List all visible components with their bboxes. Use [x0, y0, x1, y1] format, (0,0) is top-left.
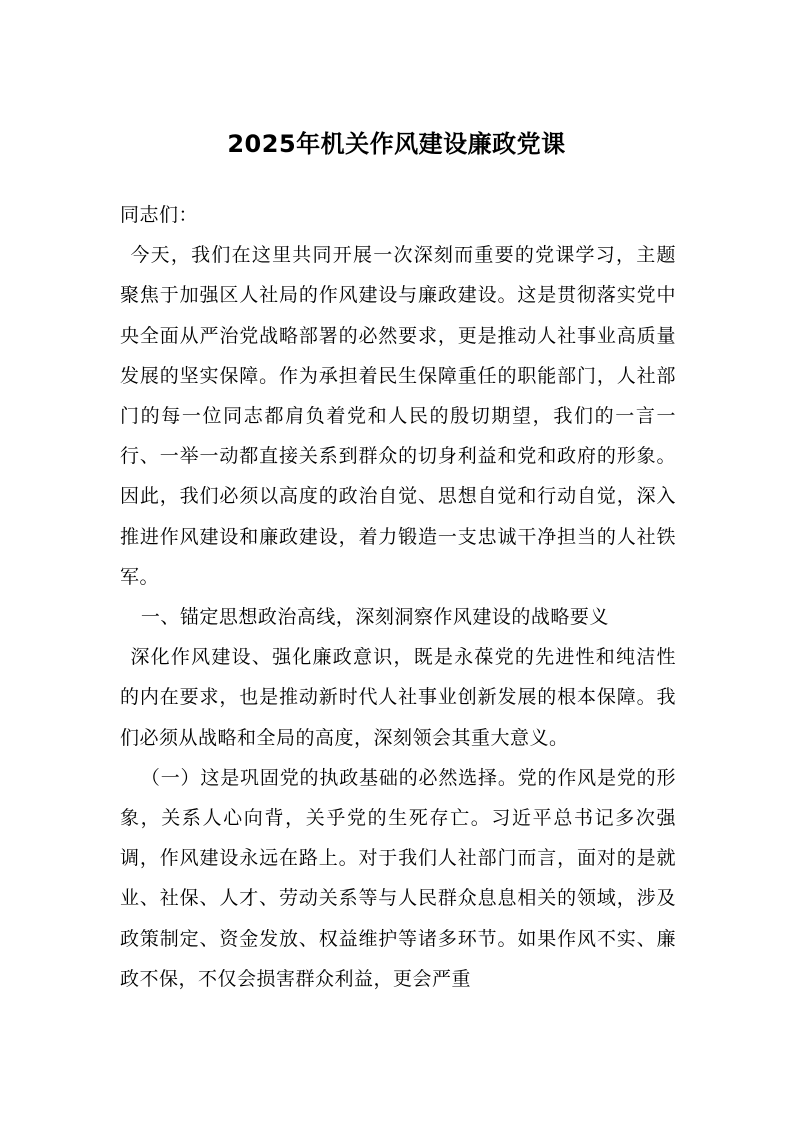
document-body — [120, 195, 676, 999]
section-paragraph: 深化作风建设、强化廉政意识，既是永葆党的先进性和纯洁性的内在要求，也是推动新时代人社事业创新发展的根本保障。我们必须从战略和全局的高度，深刻领会其重大意义。 — [120, 646, 676, 749]
document-title: 2025年机关作风建设廉政党课 — [227, 130, 566, 158]
intro-paragraph: 今天，我们在这里共同开展一次深刻而重要的党课学习，主题聚焦于加强区人社局的作风建设与廉政建设。这是贯彻落实党中央全面从严治党战略部署的必然要求，更是推动人社事业高质量发展的坚实保障。作为承担着民生保障重任的职能部门，人社部门的每一位同志都肩负着党和人民的殷切期望，我们的一言一行、一举一动都直接关系到群众的切身利益和党和政府的形象。因此，我们必须以高度的政治自觉、思想自觉和行动自觉，深入推进作风建设和廉政建设，着力锻造一支忠诚干净担当的人社铁军。 — [120, 244, 676, 588]
section-heading: 一、锚定思想政治高线，深刻洞察作风建设的战略要义 — [140, 606, 609, 629]
subsection-paragraph: （一）这是巩固党的执政基础的必然选择。党的作风是党的形象，关系人心向背，关乎党的生死存亡。习近平总书记多次强调，作风建设永远在路上。对于我们人社部门而言，面对的是就业、社保、人才、劳动关系等与人民群众息息相关的领域，涉及政策制定、资金发放、权益维护等诸多环节。如果作风不实、廉政不保，不仅会损害群众利益，更会严重 — [120, 766, 676, 990]
salutation: 同志们： — [120, 204, 199, 226]
